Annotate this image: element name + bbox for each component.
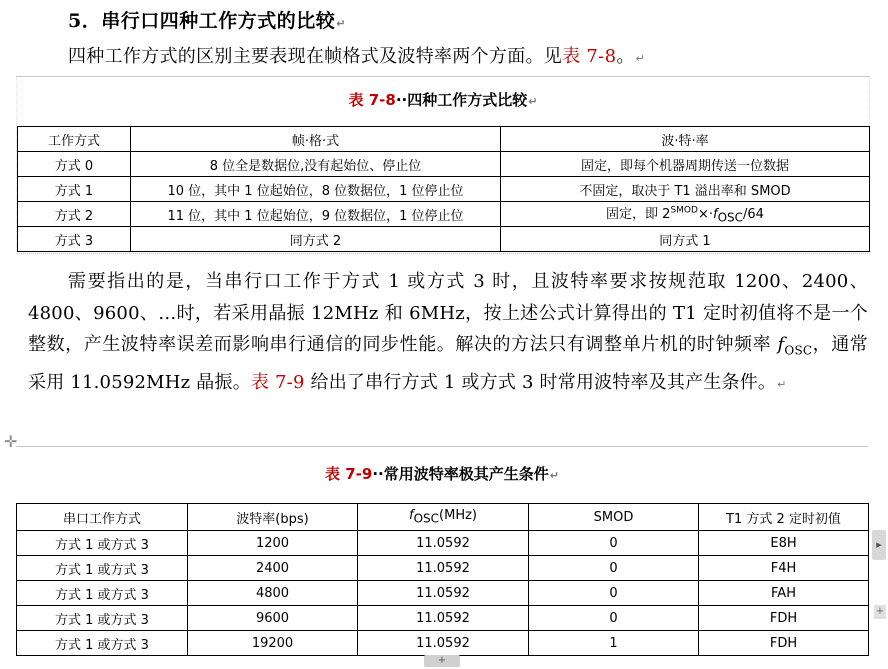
move-anchor-icon[interactable]: ✛	[4, 432, 18, 451]
table-cell[interactable]: 方式 1 或方式 3	[17, 606, 188, 631]
table-cell[interactable]: 11.0592	[358, 531, 529, 556]
table-cell[interactable]: E8H	[699, 531, 869, 556]
header-cell[interactable]: 串口工作方式	[17, 504, 188, 531]
table-cell[interactable]: 0	[529, 531, 699, 556]
table-row	[17, 631, 869, 656]
table-cell[interactable]: 1	[529, 631, 699, 656]
table-cell[interactable]: 不固定，取决于 T1 溢出率和 SMOD	[501, 177, 870, 202]
table-row	[17, 556, 869, 581]
table-cell[interactable]: 4800	[188, 581, 358, 606]
table-cell[interactable]: 方式 3	[18, 227, 131, 252]
paragraph-mark-icon: ↵	[635, 52, 646, 65]
table-frame-7-9	[16, 446, 868, 656]
table-cell[interactable]: 2400	[188, 556, 358, 581]
table-cell[interactable]: F4H	[699, 556, 869, 581]
table-cell[interactable]: 固定，即每个机器周期传送一位数据	[501, 152, 870, 177]
table-resize-handle[interactable]: +	[875, 606, 885, 617]
table-header-row	[18, 127, 870, 152]
paragraph-mark-icon: ↵	[777, 378, 787, 392]
table-row	[17, 581, 869, 606]
table-cell[interactable]: 0	[529, 556, 699, 581]
table-row	[18, 227, 870, 252]
table-cell[interactable]: 方式 1	[18, 177, 131, 202]
table-cell[interactable]: FAH	[699, 581, 869, 606]
table-cell[interactable]: 19200	[188, 631, 358, 656]
paragraph-mark-icon: ↵	[336, 17, 346, 30]
table-row	[18, 202, 870, 227]
table-cell[interactable]: 方式 0	[18, 152, 131, 177]
table-cell-formula[interactable]: 固定，即 $2^{SMOD}\times\cdot f_{OSC}/64$	[501, 202, 870, 227]
table-caption: 表 7-9··常用波特率极其产生条件↵	[325, 465, 559, 483]
header-cell-fosc[interactable]: $f_{OSC}(MHz)$	[358, 504, 529, 531]
table-cell[interactable]: 方式 1 或方式 3	[17, 531, 188, 556]
table-cell[interactable]: 1200	[188, 531, 358, 556]
body-paragraph: 需要指出的是，当串行口工作于方式 1 或方式 3 时，且波特率要求按规范取 1200、2400、4800、9600、…时，若采用晶振 12MHz 和 6MHz，按上述公式计算得出的 T1 定时初值将不是一个整数，产生波特率误差而影响串行通信的同步性能。解决的方法只有调整单片机的时钟频率 $f_{OSC}$，通常采用 11.0592MHz 晶振。表 7-9 给出了串行方式 1 或方式 3 时常用波特率及其产生条件。↵	[28, 271, 868, 394]
baud-rate-table	[16, 503, 869, 656]
table-cell[interactable]: 0	[529, 581, 699, 606]
table-cell[interactable]: 方式 1 或方式 3	[17, 581, 188, 606]
intro-paragraph: 四种工作方式的区别主要表现在帧格式及波特率两个方面。见表 7-8。↵	[68, 46, 646, 67]
paragraph-mark-icon: ↵	[549, 469, 559, 482]
table-resize-handle[interactable]: ▸	[872, 530, 886, 560]
table-cell[interactable]: FDH	[699, 606, 869, 631]
table-ref-link[interactable]: 表 7-8	[562, 46, 617, 67]
table-cell[interactable]: 同方式 2	[131, 227, 501, 252]
header-cell[interactable]: 波特率(bps)	[188, 504, 358, 531]
header-cell[interactable]: T1 方式 2 定时初值	[699, 504, 869, 531]
table-cell[interactable]: 11.0592	[358, 606, 529, 631]
table-cell[interactable]: 方式 2	[18, 202, 131, 227]
table-cell[interactable]: 8 位全是数据位,没有起始位、停止位	[131, 152, 501, 177]
header-cell[interactable]: SMOD	[529, 504, 699, 531]
table-row	[17, 606, 869, 631]
table-cell[interactable]: 0	[529, 606, 699, 631]
add-row-button[interactable]: +	[424, 655, 460, 667]
header-cell[interactable]: 波·特·率	[501, 127, 870, 152]
table-row	[18, 152, 870, 177]
table-cell[interactable]: 方式 1 或方式 3	[17, 631, 188, 656]
table-cell[interactable]: 11.0592	[358, 556, 529, 581]
table-caption: 表 7-8··四种工作方式比较↵	[348, 91, 538, 109]
section-title: 5．串行口四种工作方式的比较↵	[68, 10, 346, 32]
table-frame-7-8	[16, 76, 870, 254]
header-cell[interactable]: 帧·格·式	[131, 127, 501, 152]
table-cell[interactable]: 11.0592	[358, 581, 529, 606]
table-cell[interactable]: 9600	[188, 606, 358, 631]
table-row	[18, 177, 870, 202]
table-cell[interactable]: FDH	[699, 631, 869, 656]
comparison-table	[17, 126, 870, 252]
table-cell[interactable]: 11 位，其中 1 位起始位，9 位数据位，1 位停止位	[131, 202, 501, 227]
table-cell[interactable]: 10 位，其中 1 位起始位，8 位数据位，1 位停止位	[131, 177, 501, 202]
table-row	[17, 531, 869, 556]
table-cell[interactable]: 11.0592	[358, 631, 529, 656]
table-header-row	[17, 504, 869, 531]
table-cell[interactable]: 方式 1 或方式 3	[17, 556, 188, 581]
header-cell[interactable]: 工作方式	[18, 127, 131, 152]
table-cell[interactable]: 同方式 1	[501, 227, 870, 252]
paragraph-mark-icon: ↵	[528, 95, 538, 108]
table-ref-link[interactable]: 表 7-9	[250, 372, 305, 394]
